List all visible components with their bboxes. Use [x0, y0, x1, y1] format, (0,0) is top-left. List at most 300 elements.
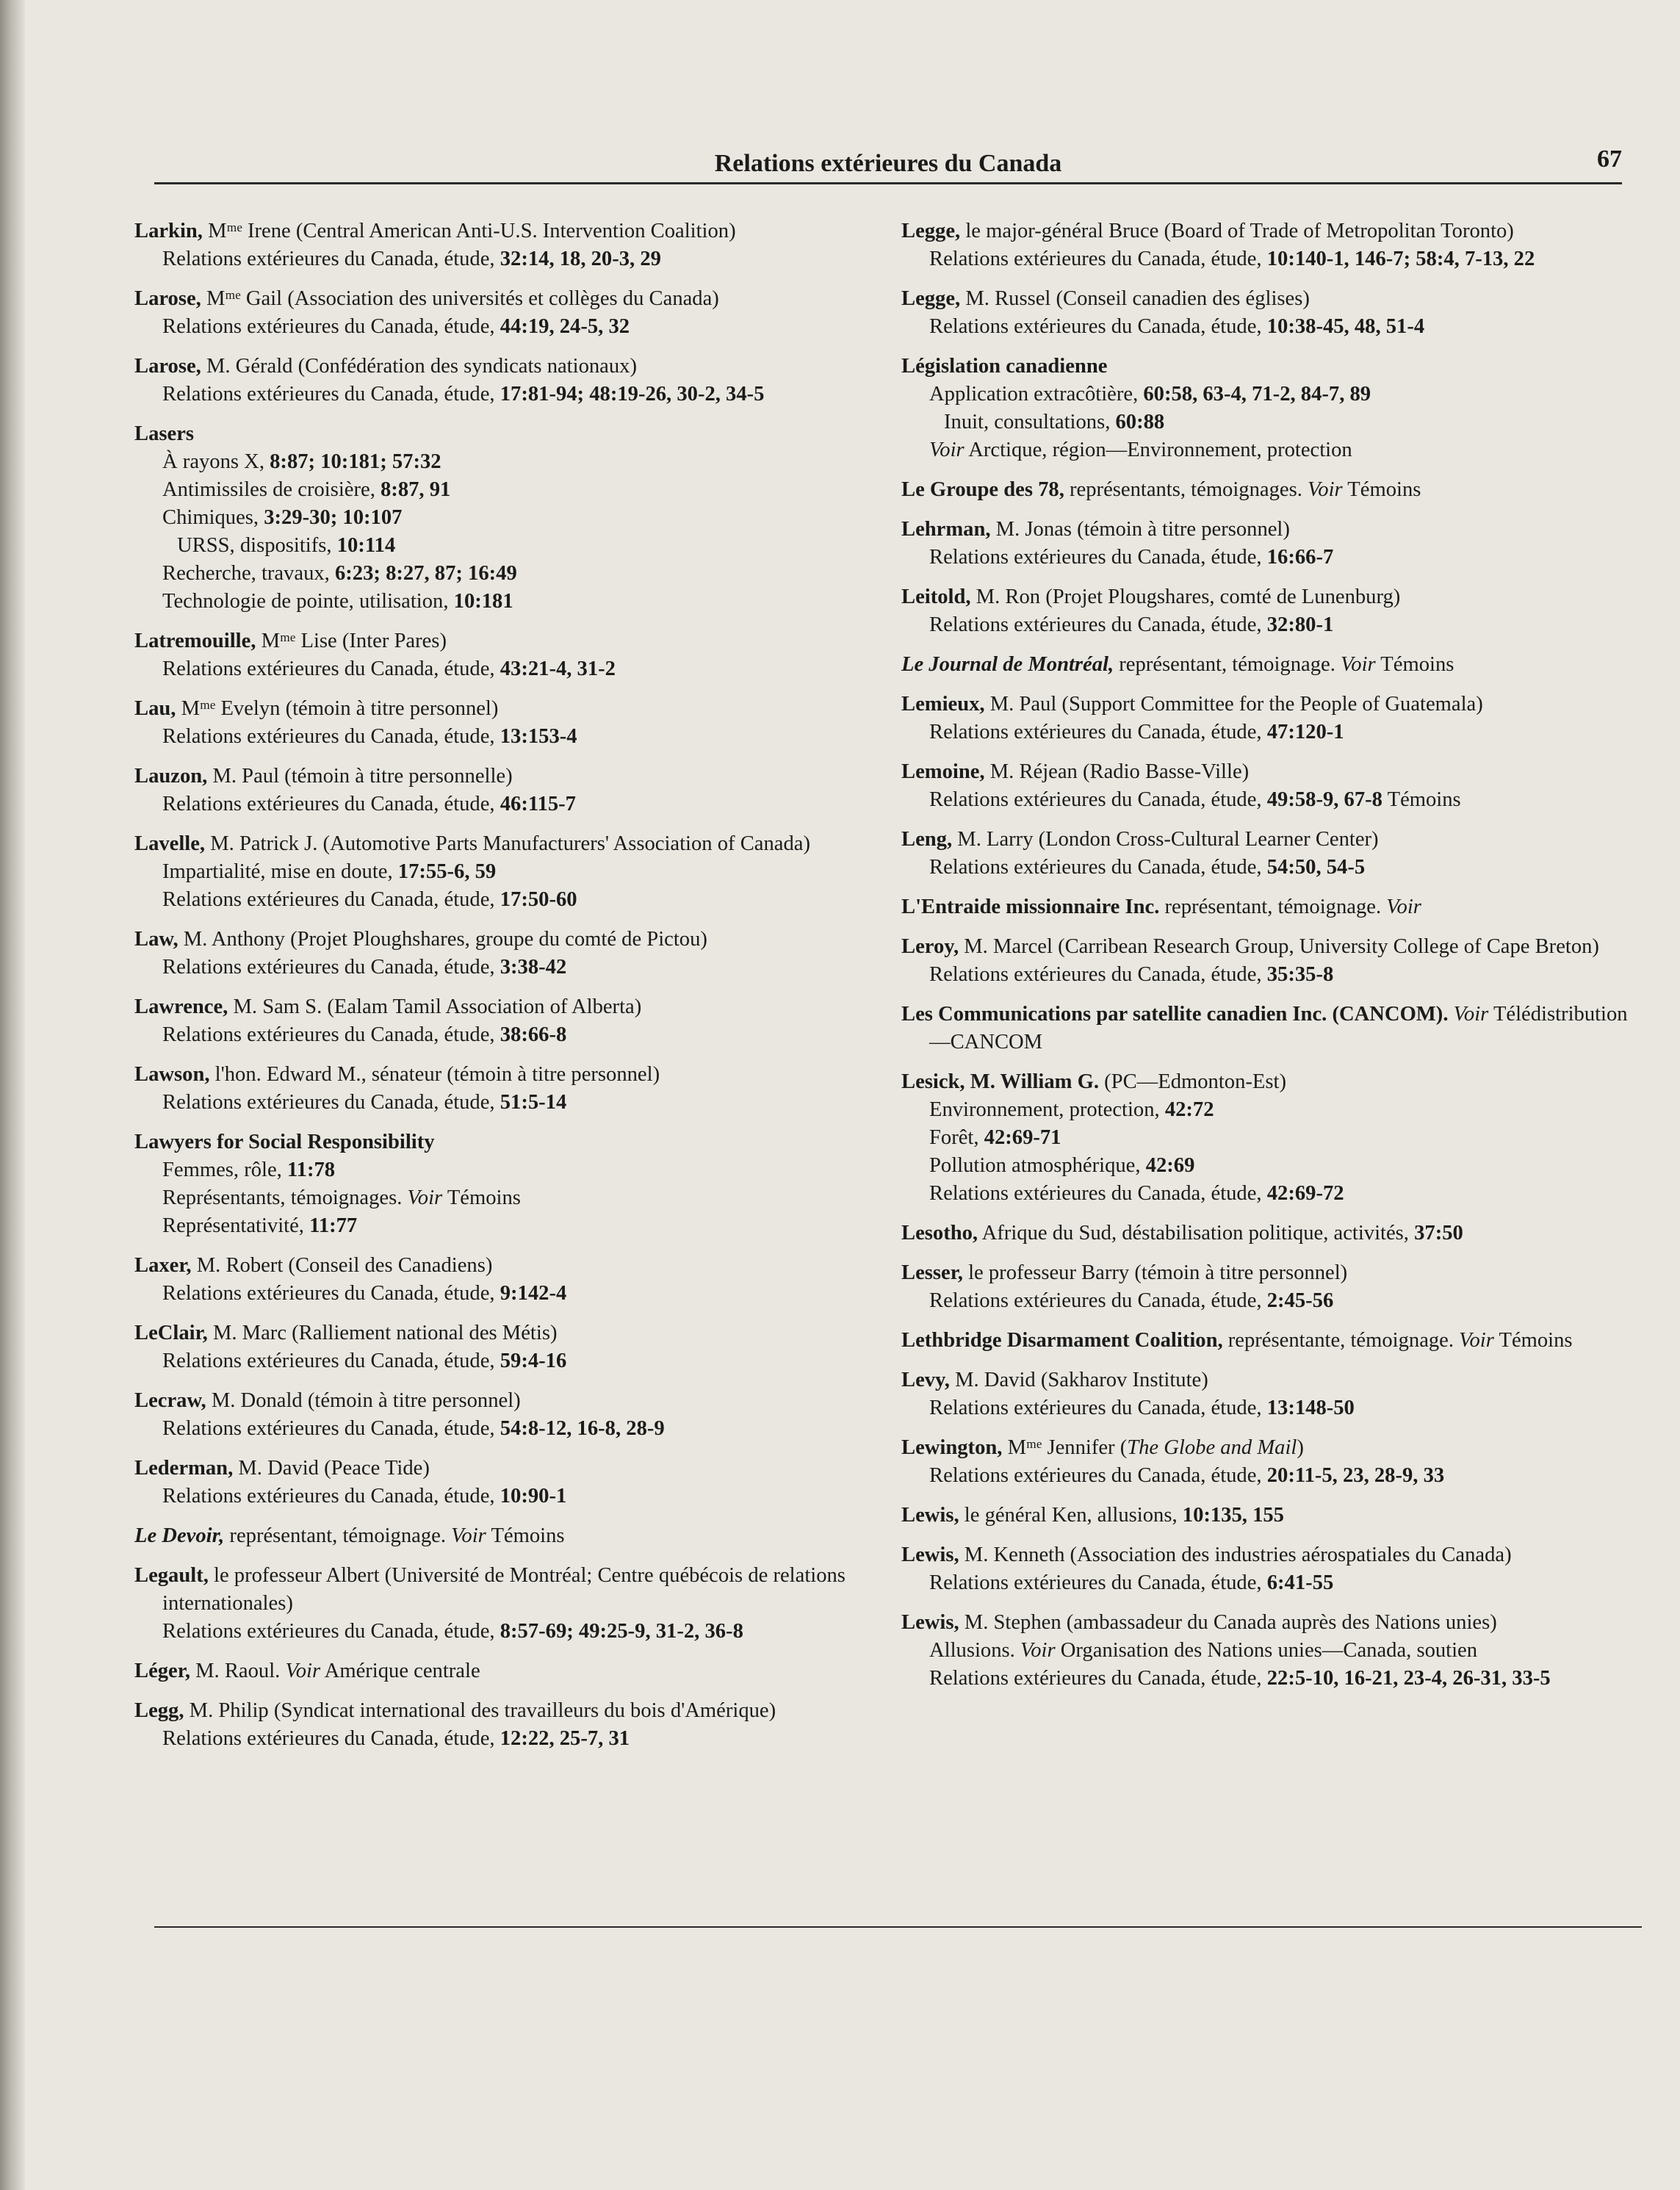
sub-entry-reference: 13:148-50	[1266, 1397, 1355, 1419]
sub-entry-reference: 49:58-9, 67-8	[1266, 788, 1382, 811]
sub-entry-text: Inuit, consultations,	[944, 411, 1116, 433]
voir-cross-reference: Voir	[1020, 1639, 1056, 1662]
sub-entry-reference: 42:72	[1164, 1098, 1214, 1121]
entry-heading	[901, 1259, 1636, 1287]
index-entry	[134, 1387, 869, 1443]
sub-entry-text: Représentativité,	[162, 1214, 310, 1237]
sub-entry	[901, 436, 1636, 464]
index-column-right	[901, 217, 1636, 1704]
entry-text: M. David (Peace Tide)	[233, 1457, 430, 1480]
entry-heading	[134, 285, 869, 313]
index-entry	[134, 695, 869, 751]
sub-entry-text: Organisation des Nations unies—Canada, soutien	[1055, 1639, 1478, 1662]
entry-text: M. Raoul.	[190, 1660, 286, 1682]
sub-entry-reference: 42:69-71	[984, 1126, 1061, 1149]
sub-entry	[901, 1637, 1636, 1665]
sub-entry-text: Relations extérieures du Canada, étude,	[929, 1397, 1267, 1419]
sub-entry	[901, 1462, 1636, 1490]
entry-heading	[134, 830, 869, 858]
index-entry	[901, 1220, 1636, 1247]
voir-cross-reference: Voir	[407, 1186, 443, 1209]
entry-heading	[134, 420, 869, 448]
entry-name: Leroy,	[901, 935, 959, 958]
sub-entry-text: Relations extérieures du Canada, étude,	[162, 1620, 500, 1643]
sub-entry-text: Antimissiles de croisière,	[162, 478, 381, 501]
sub-entry	[134, 858, 869, 886]
entry-name: Lesick, M. William G.	[901, 1070, 1100, 1093]
sub-entry-text: Chimiques,	[162, 506, 264, 529]
sub-entry-text: Relations extérieures du Canada, étude,	[929, 856, 1267, 879]
entry-text: représentant, témoignage.	[1114, 653, 1341, 676]
sub-entry-reference: 8:87, 91	[381, 478, 451, 501]
entry-text: le professeur Barry (témoin à titre personnel)	[962, 1261, 1348, 1284]
sub-entry-text: Relations extérieures du Canada, étude,	[929, 315, 1267, 338]
entry-name: Lesotho,	[901, 1222, 978, 1245]
sub-entry-text: Témoins	[1382, 788, 1461, 811]
sub-entry-reference: 8:57-69; 49:25-9, 31-2, 36-8	[500, 1620, 743, 1643]
sub-entry	[134, 245, 869, 273]
entry-text: M. Gérald (Confédération des syndicats nationaux)	[201, 355, 637, 378]
entry-heading	[901, 893, 1636, 921]
sub-entry-reference: 2:45-56	[1266, 1289, 1334, 1312]
sub-entry-text: URSS, dispositifs,	[177, 534, 337, 557]
entry-heading	[901, 826, 1636, 854]
index-entry	[901, 1502, 1636, 1530]
sub-entry-text: Relations extérieures du Canada, étude,	[162, 956, 500, 979]
index-entry	[901, 758, 1636, 814]
entry-heading	[134, 1128, 869, 1156]
entry-heading	[134, 1319, 869, 1347]
sub-entry-text: Relations extérieures du Canada, étude,	[162, 1727, 500, 1750]
entry-name: Larkin,	[134, 220, 203, 242]
sub-entry	[134, 1212, 869, 1240]
sub-entry	[901, 1569, 1636, 1597]
index-entry	[134, 830, 869, 914]
sub-entry	[134, 1156, 869, 1184]
voir-cross-reference: Voir	[1459, 1329, 1494, 1352]
sub-entry	[134, 1021, 869, 1049]
sub-entry-reference: 38:66-8	[500, 1023, 567, 1046]
entry-heading	[134, 1252, 869, 1280]
entry-text: représentant, témoignage.	[1159, 896, 1387, 918]
entry-text: Afrique du Sud, déstabilisation politique, activités,	[978, 1222, 1415, 1245]
sub-entry-reference: 54:8-12, 16-8, 28-9	[500, 1417, 665, 1440]
sub-entry-text: Technologie de pointe, utilisation,	[162, 590, 454, 613]
sub-entry-reference: 43:21-4, 31-2	[500, 658, 616, 680]
entry-heading	[901, 1609, 1636, 1637]
index-entry	[901, 651, 1636, 679]
entry-heading	[901, 691, 1636, 718]
sub-entry	[134, 476, 869, 504]
sub-entry	[134, 532, 869, 560]
index-entry	[901, 1609, 1636, 1693]
index-entry	[901, 826, 1636, 882]
sub-entry-text: Relations extérieures du Canada, étude,	[162, 1417, 500, 1440]
entry-heading	[134, 763, 869, 790]
sub-entry-reference: 10:90-1	[500, 1485, 567, 1508]
index-entry	[901, 1068, 1636, 1208]
entry-heading	[134, 926, 869, 954]
entry-reference: 37:50	[1414, 1222, 1463, 1245]
sub-entry	[134, 790, 869, 818]
sub-entry-text: Allusions.	[929, 1639, 1020, 1662]
entry-name: Lewis,	[901, 1611, 959, 1634]
entry-name: Lemieux,	[901, 693, 985, 716]
index-entry	[901, 353, 1636, 464]
entry-text: M. Donald (témoin à titre personnel)	[206, 1389, 521, 1412]
entry-heading	[901, 217, 1636, 245]
sub-entry	[134, 560, 869, 588]
sub-entry-text: Relations extérieures du Canada, étude,	[162, 315, 500, 338]
index-entry	[134, 1319, 869, 1375]
entry-text: M. Marcel (Carribean Research Group, University College of Cape Breton)	[959, 935, 1599, 958]
sub-entry-text: Relations extérieures du Canada, étude,	[929, 1667, 1267, 1690]
sub-entry-text: Relations extérieures du Canada, étude,	[929, 1571, 1267, 1594]
voir-cross-reference: Voir	[1308, 478, 1343, 501]
index-entry	[901, 285, 1636, 341]
index-entry	[134, 1697, 869, 1753]
entry-name: Léger,	[134, 1660, 190, 1682]
index-entry	[134, 627, 869, 683]
sub-entry	[134, 1089, 869, 1117]
sub-entry	[901, 381, 1636, 408]
sub-entry	[901, 1096, 1636, 1124]
index-entry	[901, 893, 1636, 921]
entry-heading	[134, 1562, 869, 1618]
entry-reference: 10:135, 155	[1182, 1504, 1284, 1527]
entry-heading	[901, 1001, 1636, 1056]
sub-entry-reference: 10:140-1, 146-7; 58:4, 7-13, 22	[1266, 248, 1535, 270]
entry-name: Les Communications par satellite canadien Inc. (CANCOM).	[901, 1003, 1449, 1026]
index-entry	[134, 1657, 869, 1685]
entry-heading	[134, 217, 869, 245]
sub-entry-reference: 42:69-72	[1266, 1182, 1344, 1205]
entry-name: Lauzon,	[134, 765, 208, 788]
index-entry	[134, 353, 869, 408]
index-entry	[901, 933, 1636, 989]
entry-name: Législation canadienne	[901, 355, 1108, 378]
entry-text: Amérique centrale	[320, 1660, 480, 1682]
sub-entry-reference: 17:81-94; 48:19-26, 30-2, 34-5	[500, 383, 765, 406]
sub-entry-text: Relations extérieures du Canada, étude,	[929, 546, 1267, 569]
running-title: Relations extérieures du Canada	[714, 150, 1062, 177]
entry-heading	[134, 1455, 869, 1483]
sub-entry-text: Relations extérieures du Canada, étude,	[929, 613, 1267, 636]
index-entry	[901, 1327, 1636, 1355]
entry-text: M. Patrick J. (Automotive Parts Manufacturers' Association of Canada)	[205, 832, 810, 855]
sub-entry	[134, 954, 869, 981]
entry-heading	[134, 1061, 869, 1089]
sub-entry-reference: 10:114	[336, 534, 396, 557]
sub-entry-reference: 6:41-55	[1266, 1571, 1334, 1594]
index-entry	[134, 1128, 869, 1240]
entry-heading	[134, 1697, 869, 1725]
sub-entry	[134, 655, 869, 683]
entry-name: Lemoine,	[901, 760, 985, 783]
index-entry	[134, 1522, 869, 1550]
sub-entry-text: Relations extérieures du Canada, étude,	[162, 1350, 500, 1372]
index-entry	[901, 1366, 1636, 1422]
sub-entry	[134, 1184, 869, 1212]
index-entry	[134, 763, 869, 818]
sub-entry-reference: 10:181	[453, 590, 513, 613]
sub-entry-reference: 8:87; 10:181; 57:32	[270, 450, 441, 473]
entry-name: Lawyers for Social Responsibility	[134, 1131, 435, 1153]
sub-entry-text: À rayons X,	[162, 450, 270, 473]
page-number: 67	[1597, 145, 1622, 173]
entry-text	[1448, 1003, 1453, 1026]
sub-entry-text: Relations extérieures du Canada, étude,	[162, 1485, 500, 1508]
sub-entry-reference: 11:78	[286, 1159, 336, 1181]
sub-entry-reference: 60:88	[1115, 411, 1165, 433]
sub-entry-text: Relations extérieures du Canada, étude,	[162, 725, 500, 748]
entry-text: le général Ken, allusions,	[959, 1504, 1183, 1527]
entry-name: Lethbridge Disarmament Coalition,	[901, 1329, 1223, 1352]
entry-heading	[901, 933, 1636, 961]
sub-entry-reference: 51:5-14	[500, 1091, 567, 1114]
sub-entry-text: Représentants, témoignages.	[162, 1186, 408, 1209]
sub-entry-reference: 20:11-5, 23, 28-9, 33	[1266, 1464, 1445, 1487]
entry-heading	[901, 1434, 1636, 1462]
entry-heading	[901, 1068, 1636, 1096]
entry-text: l'hon. Edward M., sénateur (témoin à titre personnel)	[209, 1063, 660, 1086]
entry-heading	[901, 1366, 1636, 1394]
sub-entry	[134, 886, 869, 914]
entry-name: Lasers	[134, 422, 195, 445]
entry-text: le major-général Bruce (Board of Trade of Metropolitan Toronto)	[960, 220, 1514, 242]
index-entry	[134, 993, 869, 1049]
sub-entry-text: Relations extérieures du Canada, étude,	[929, 1289, 1267, 1312]
sub-entry-text: Relations extérieures du Canada, étude,	[162, 1091, 500, 1114]
sub-entry-text: Femmes, rôle,	[162, 1159, 287, 1181]
entry-name: Latremouille,	[134, 630, 256, 652]
index-entry	[901, 1434, 1636, 1490]
sub-entry-reference: 42:69	[1145, 1154, 1195, 1177]
sub-entry-reference: 17:55-6, 59	[397, 860, 497, 883]
entry-text: Télédistribution—CANCOM	[929, 1003, 1628, 1053]
sub-entry-reference: 59:4-16	[500, 1350, 567, 1372]
entry-heading	[134, 353, 869, 381]
sub-entry-text: Relations extérieures du Canada, étude,	[162, 1282, 500, 1305]
sub-entry-text: Relations extérieures du Canada, étude,	[162, 888, 500, 911]
entry-name: Lesser,	[901, 1261, 963, 1284]
sub-entry	[134, 1347, 869, 1375]
sub-entry-text: Relations extérieures du Canada, étude,	[162, 383, 500, 406]
entry-heading	[901, 476, 1636, 504]
sub-entry	[901, 1180, 1636, 1208]
entry-text: M. Robert (Conseil des Canadiens)	[191, 1254, 493, 1277]
voir-cross-reference: Voir	[285, 1660, 321, 1682]
entry-name: Le Journal de Montréal,	[901, 653, 1114, 676]
sub-entry	[134, 313, 869, 341]
sub-entry-text: Relations extérieures du Canada, étude,	[162, 248, 500, 270]
entry-text: M. Marc (Ralliement national des Métis)	[207, 1322, 558, 1344]
voir-cross-reference: Voir	[1341, 653, 1376, 676]
index-entry	[901, 516, 1636, 572]
entry-name: Lehrman,	[901, 518, 991, 541]
entry-text: le professeur Albert (Université de Montréal; Centre québécois de relations internationales)	[162, 1564, 846, 1615]
entry-heading	[901, 1502, 1636, 1530]
sub-entry-reference: 22:5-10, 16-21, 23-4, 26-31, 33-5	[1266, 1667, 1551, 1690]
index-entry	[901, 476, 1636, 504]
entry-heading	[901, 1541, 1636, 1569]
entry-text: M. Anthony (Projet Ploughshares, groupe du comté de Pictou)	[178, 928, 707, 951]
entry-text: représentants, témoignages.	[1064, 478, 1308, 501]
sub-entry-reference: 11:77	[309, 1214, 358, 1237]
entry-name: Lewis,	[901, 1544, 959, 1566]
entry-name: Lawrence,	[134, 995, 228, 1018]
entry-heading	[901, 285, 1636, 313]
sub-entry-text: Relations extérieures du Canada, étude,	[929, 788, 1267, 811]
entry-name: Legault,	[134, 1564, 209, 1587]
sub-entry-reference: 12:22, 25-7, 31	[500, 1727, 630, 1750]
entry-text: )	[1297, 1436, 1304, 1459]
entry-text: (PC—Edmonton-Est)	[1099, 1070, 1286, 1093]
sub-entry	[901, 961, 1636, 989]
entry-name: Law,	[134, 928, 179, 951]
entry-heading	[901, 516, 1636, 544]
index-entry	[134, 1455, 869, 1510]
entry-text: Témoins	[1375, 653, 1454, 676]
entry-name: Larose,	[134, 355, 201, 378]
sub-entry	[901, 408, 1636, 436]
sub-entry-text: Relations extérieures du Canada, étude,	[162, 658, 500, 680]
sub-entry-reference: 54:50, 54-5	[1266, 856, 1366, 879]
entry-name: Lewington,	[901, 1436, 1003, 1459]
sub-entry-reference: 3:38-42	[500, 956, 567, 979]
page-binding-shadow	[0, 0, 25, 2190]
index-entry	[901, 1259, 1636, 1315]
entry-heading	[901, 583, 1636, 611]
sub-entry-reference: 32:14, 18, 20-3, 29	[500, 248, 661, 270]
entry-text: Mᵐᵉ Lise (Inter Pares)	[256, 630, 447, 652]
entry-text: Témoins	[486, 1524, 565, 1547]
sub-entry	[134, 381, 869, 408]
sub-entry-text: Relations extérieures du Canada, étude,	[162, 793, 500, 815]
entry-text: M. Stephen (ambassadeur du Canada auprès des Nations unies)	[959, 1611, 1497, 1634]
entry-name: Lecraw,	[134, 1389, 206, 1412]
sub-entry-text: Recherche, travaux,	[162, 562, 335, 585]
entry-heading	[901, 353, 1636, 381]
sub-entry-reference: 44:19, 24-5, 32	[500, 315, 630, 338]
entry-name: Lau,	[134, 697, 176, 720]
entry-name: Levy,	[901, 1369, 950, 1391]
sub-entry	[134, 448, 869, 476]
entry-text: M. Sam S. (Ealam Tamil Association of Alberta)	[228, 995, 642, 1018]
sub-entry	[901, 245, 1636, 273]
sub-entry	[901, 1394, 1636, 1422]
entry-italic-text: The Globe and Mail	[1127, 1436, 1297, 1459]
index-entry	[134, 285, 869, 341]
index-column-left	[134, 217, 869, 1765]
entry-text: représentant, témoignage.	[224, 1524, 452, 1547]
sub-entry	[134, 1483, 869, 1510]
sub-entry-text: Impartialité, mise en doute,	[162, 860, 398, 883]
sub-entry	[901, 1124, 1636, 1152]
index-entry	[134, 1061, 869, 1117]
sub-entry	[901, 1665, 1636, 1693]
entry-heading	[134, 1657, 869, 1685]
index-entry	[134, 420, 869, 616]
entry-text: Mᵐᵉ Jennifer (	[1002, 1436, 1128, 1459]
sub-entry	[901, 1287, 1636, 1315]
sub-entry	[901, 1152, 1636, 1180]
entry-name: Lawson,	[134, 1063, 210, 1086]
entry-text: Mᵐᵉ Gail (Association des universités et collèges du Canada)	[201, 287, 719, 310]
entry-text: représentante, témoignage.	[1222, 1329, 1460, 1352]
page-header	[154, 145, 1622, 184]
sub-entry-reference: 35:35-8	[1266, 963, 1334, 986]
entry-name: Leitold,	[901, 586, 971, 608]
sub-entry-text: Environnement, protection,	[929, 1098, 1165, 1121]
entry-heading	[134, 993, 869, 1021]
sub-entry-reference: 60:58, 63-4, 71-2, 84-7, 89	[1143, 383, 1371, 406]
entry-text: M. Réjean (Radio Basse-Ville)	[984, 760, 1250, 783]
entry-name: Le Groupe des 78,	[901, 478, 1064, 501]
sub-entry-reference: 47:120-1	[1266, 721, 1344, 743]
sub-entry-text: Pollution atmosphérique,	[929, 1154, 1146, 1177]
sub-entry-reference: 16:66-7	[1266, 546, 1334, 569]
sub-entry	[134, 1415, 869, 1443]
entry-heading	[134, 627, 869, 655]
voir-cross-reference: Voir	[1386, 896, 1421, 918]
entry-text: M. Kenneth (Association des industries aérospatiales du Canada)	[959, 1544, 1512, 1566]
entry-text: M. Paul (témoin à titre personnelle)	[207, 765, 513, 788]
entry-name: Larose,	[134, 287, 201, 310]
entry-text: M. Philip (Syndicat international des travailleurs du bois d'Amérique)	[184, 1699, 776, 1722]
sub-entry-text: Application extracôtière,	[929, 383, 1144, 406]
entry-text: M. Paul (Support Committee for the People of Guatemala)	[984, 693, 1483, 716]
index-entry	[901, 1001, 1636, 1056]
footer-rule	[154, 1926, 1642, 1928]
sub-entry	[901, 854, 1636, 882]
index-entry	[134, 1562, 869, 1646]
entry-text: M. Ron (Projet Plougshares, comté de Lunenburg)	[970, 586, 1401, 608]
sub-entry	[134, 1280, 869, 1308]
index-entry	[901, 691, 1636, 746]
entry-heading	[901, 651, 1636, 679]
index-entry	[901, 583, 1636, 639]
entry-text: Témoins	[1493, 1329, 1573, 1352]
sub-entry-reference: 6:23; 8:27, 87; 16:49	[334, 562, 517, 585]
index-entry	[134, 217, 869, 273]
sub-entry-reference: 32:80-1	[1266, 613, 1334, 636]
sub-entry	[134, 588, 869, 616]
entry-name: Laxer,	[134, 1254, 192, 1277]
sub-entry-text: Relations extérieures du Canada, étude,	[162, 1023, 500, 1046]
entry-text: M. David (Sakharov Institute)	[949, 1369, 1208, 1391]
sub-entry	[134, 504, 869, 532]
entry-name: Legg,	[134, 1699, 184, 1722]
voir-cross-reference: Voir	[451, 1524, 486, 1547]
entry-heading	[134, 695, 869, 723]
sub-entry-reference: 9:142-4	[500, 1282, 567, 1305]
entry-name: Legge,	[901, 220, 961, 242]
sub-entry	[901, 718, 1636, 746]
entry-heading	[901, 1220, 1636, 1247]
entry-text: M. Larry (London Cross-Cultural Learner Center)	[952, 828, 1379, 851]
entry-name: Le Devoir,	[134, 1524, 225, 1547]
sub-entry-text: Relations extérieures du Canada, étude,	[929, 248, 1267, 270]
index-entry	[901, 217, 1636, 273]
entry-heading	[134, 1522, 869, 1550]
entry-text: Mᵐᵉ Irene (Central American Anti-U.S. Intervention Coalition)	[202, 220, 736, 242]
index-entry	[134, 1252, 869, 1308]
index-entry	[901, 1541, 1636, 1597]
sub-entry-reference: 10:38-45, 48, 51-4	[1266, 315, 1425, 338]
sub-entry	[901, 313, 1636, 341]
sub-entry-reference: 46:115-7	[500, 793, 576, 815]
